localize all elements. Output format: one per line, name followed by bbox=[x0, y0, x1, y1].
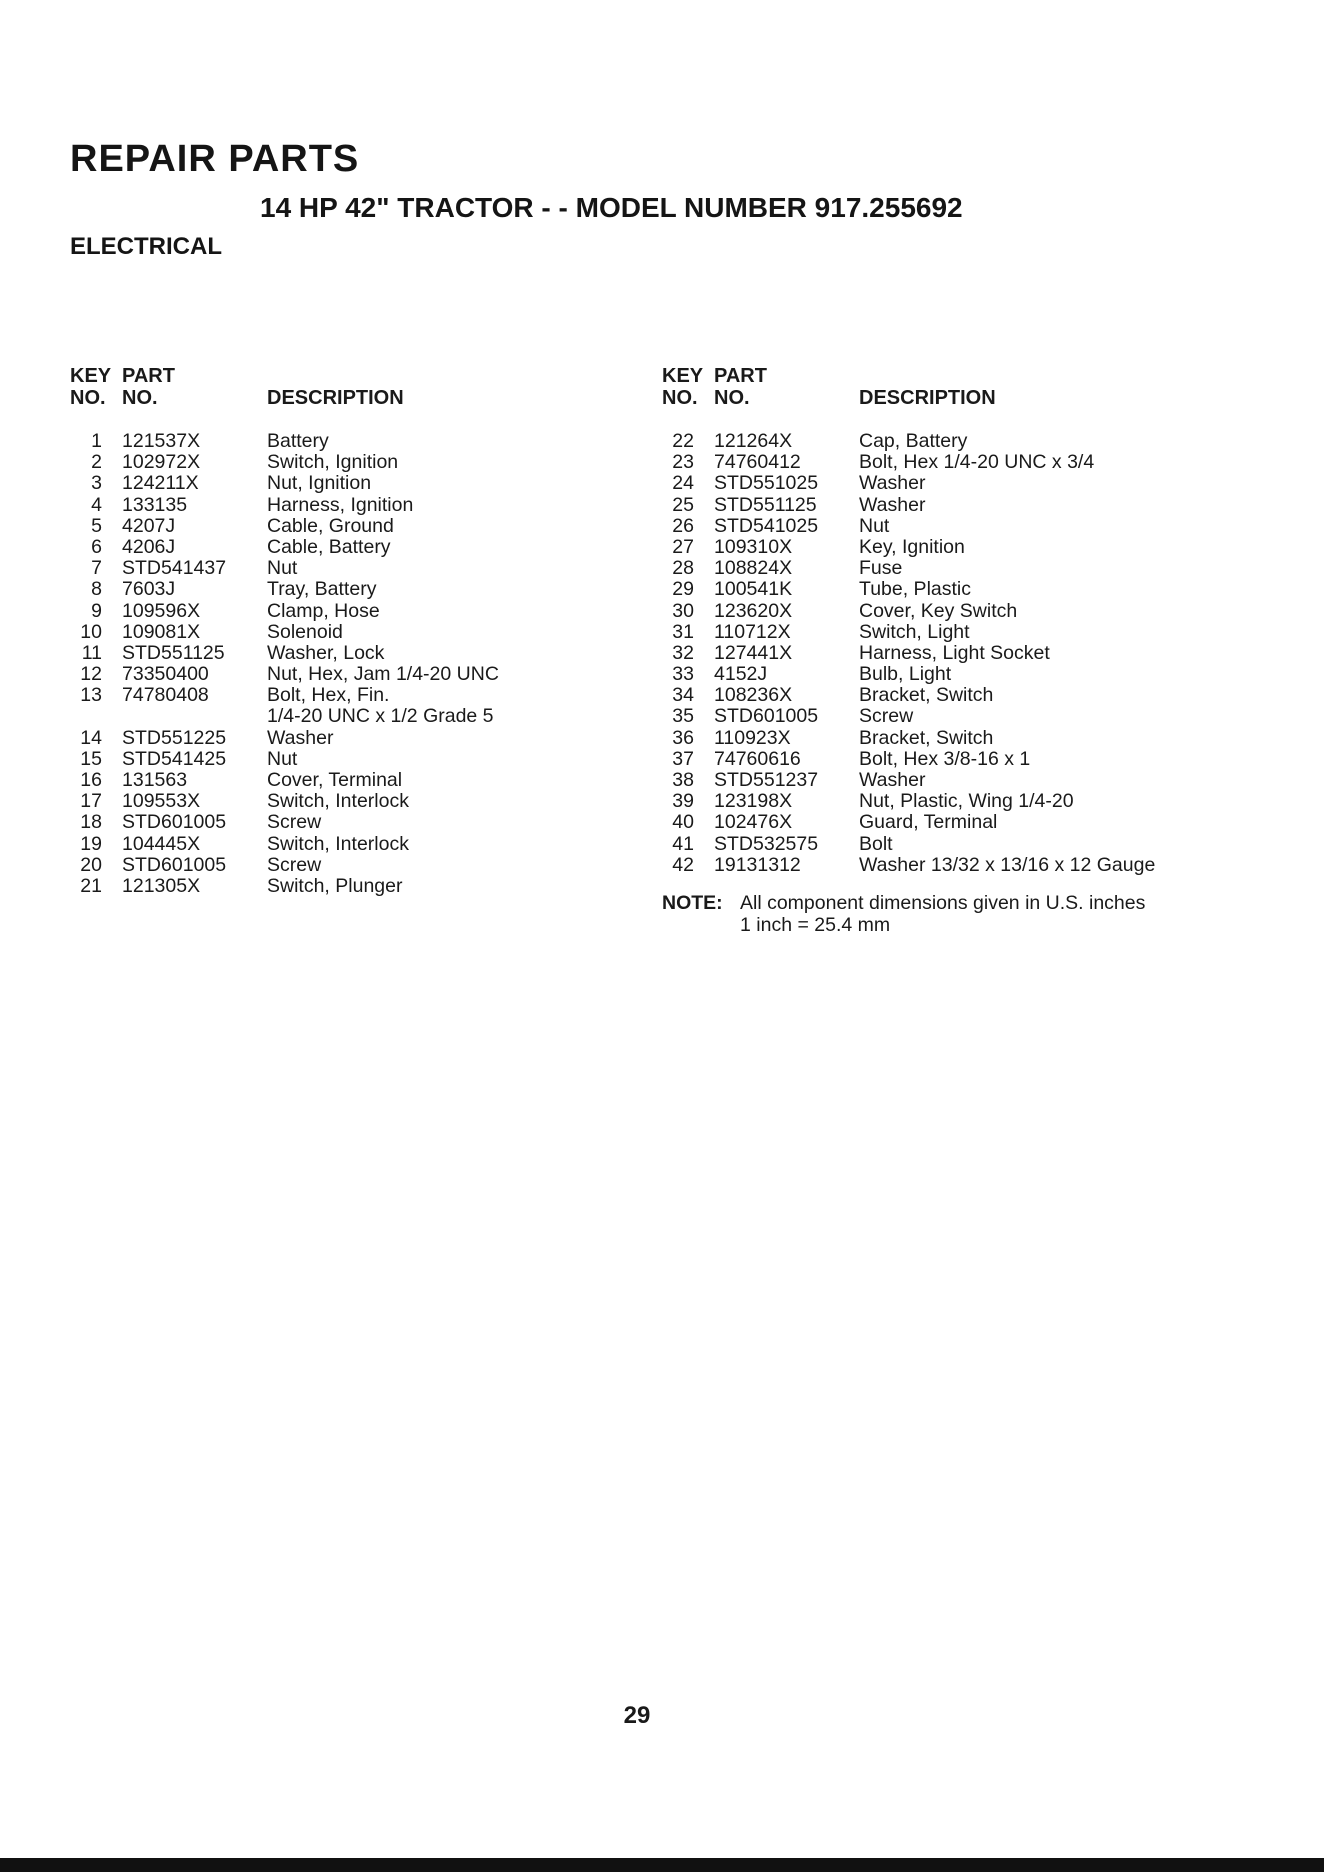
part-number: 19131312 bbox=[714, 853, 801, 876]
part-number: 109596X bbox=[122, 599, 201, 622]
parts-row bbox=[662, 516, 1222, 537]
parts-row bbox=[70, 812, 630, 833]
part-number: STD601005 bbox=[714, 705, 819, 728]
part-description: Nut, Hex, Jam 1/4-20 UNC bbox=[267, 663, 499, 686]
parts-row bbox=[662, 537, 1222, 558]
key-number: 26 bbox=[672, 514, 694, 537]
parts-row bbox=[662, 834, 1222, 855]
part-number: 121264X bbox=[714, 430, 793, 452]
note-conversion: 1 inch = 25.4 mm bbox=[740, 913, 891, 936]
parts-row bbox=[662, 452, 1222, 473]
part-number: 4206J bbox=[122, 535, 176, 558]
part-no-header: NO. bbox=[122, 387, 158, 409]
key-number: 8 bbox=[91, 578, 102, 601]
parts-row bbox=[70, 770, 630, 791]
part-description: Nut bbox=[267, 747, 298, 770]
part-description: Screw bbox=[859, 705, 914, 728]
part-number: 74760616 bbox=[714, 747, 801, 770]
part-number: 121537X bbox=[122, 430, 201, 452]
part-description: Switch, Interlock bbox=[267, 790, 409, 813]
part-number: 110712X bbox=[714, 620, 791, 643]
part-description: Solenoid bbox=[267, 620, 343, 643]
part-description: Tray, Battery bbox=[267, 578, 377, 601]
part-description: Key, Ignition bbox=[859, 535, 965, 558]
part-number: 109553X bbox=[122, 790, 201, 813]
key-number: 27 bbox=[672, 535, 694, 558]
parts-list-right bbox=[662, 431, 1222, 876]
part-number: STD551125 bbox=[122, 641, 225, 664]
key-number: 21 bbox=[80, 874, 102, 897]
part-header: PART bbox=[714, 365, 767, 387]
parts-row bbox=[662, 431, 1222, 452]
key-number: 12 bbox=[80, 663, 102, 686]
key-number: 42 bbox=[672, 853, 694, 876]
part-number: 131563 bbox=[122, 769, 188, 791]
part-description: 1/4-20 UNC x 1/2 Grade 5 bbox=[267, 705, 494, 728]
key-number: 34 bbox=[672, 684, 694, 707]
part-description: Harness, Ignition bbox=[267, 493, 414, 516]
key-number: 15 bbox=[80, 747, 102, 770]
key-number: 25 bbox=[672, 493, 694, 516]
part-description: Switch, Light bbox=[859, 620, 970, 643]
part-description: Switch, Interlock bbox=[267, 832, 409, 855]
parts-row bbox=[662, 685, 1222, 706]
description-header: DESCRIPTION bbox=[859, 387, 996, 409]
parts-row bbox=[662, 749, 1222, 770]
key-number: 18 bbox=[80, 811, 102, 834]
part-description: Washer bbox=[859, 769, 926, 791]
key-number: 38 bbox=[672, 769, 694, 791]
part-number: STD541437 bbox=[122, 557, 227, 580]
part-number: 73350400 bbox=[122, 663, 209, 686]
page-title: REPAIR PARTS bbox=[70, 138, 360, 180]
part-number: STD601005 bbox=[122, 853, 227, 876]
parts-row bbox=[70, 495, 630, 516]
parts-row bbox=[70, 622, 630, 643]
part-description: Bolt, Hex 1/4-20 UNC x 3/4 bbox=[859, 451, 1095, 474]
parts-row bbox=[70, 452, 630, 473]
key-number: 36 bbox=[672, 726, 694, 749]
part-description: Bolt bbox=[859, 832, 893, 855]
part-number: 102476X bbox=[714, 811, 793, 834]
description-header: DESCRIPTION bbox=[267, 387, 404, 409]
parts-row bbox=[662, 791, 1222, 812]
key-number bbox=[70, 706, 102, 727]
key-number: 6 bbox=[91, 535, 102, 558]
key-number: 10 bbox=[80, 620, 102, 643]
note-text: All component dimensions given in U.S. inches bbox=[740, 891, 1146, 914]
part-number: 108236X bbox=[714, 684, 793, 707]
key-number: 7 bbox=[91, 557, 102, 580]
section-title: ELECTRICAL bbox=[70, 233, 222, 260]
key-number: 40 bbox=[672, 811, 694, 834]
key-number: 3 bbox=[91, 472, 102, 495]
key-number: 22 bbox=[672, 430, 694, 452]
part-description: Nut, Plastic, Wing 1/4-20 bbox=[859, 790, 1074, 813]
parts-row bbox=[70, 706, 630, 727]
part-description: Bolt, Hex 3/8-16 x 1 bbox=[859, 747, 1031, 770]
key-number: 41 bbox=[672, 832, 694, 855]
parts-row bbox=[662, 622, 1222, 643]
parts-row bbox=[70, 579, 630, 600]
part-description: Washer, Lock bbox=[267, 641, 385, 664]
key-number: 28 bbox=[672, 557, 694, 580]
key-number: 31 bbox=[672, 620, 694, 643]
parts-row bbox=[70, 431, 630, 452]
parts-row bbox=[70, 558, 630, 579]
key-number: 4 bbox=[91, 493, 102, 516]
parts-row bbox=[70, 537, 630, 558]
parts-row bbox=[70, 834, 630, 855]
part-description: Switch, Plunger bbox=[267, 874, 403, 897]
parts-row bbox=[662, 643, 1222, 664]
part-number: 104445X bbox=[122, 832, 201, 855]
part-number: 109081X bbox=[122, 620, 201, 643]
parts-row bbox=[70, 601, 630, 622]
key-number: 20 bbox=[80, 853, 102, 876]
part-number: STD541425 bbox=[122, 747, 227, 770]
key-number: 39 bbox=[672, 790, 694, 813]
part-number: STD541025 bbox=[714, 514, 819, 537]
key-number: 2 bbox=[91, 451, 102, 474]
key-number: 13 bbox=[80, 684, 102, 707]
parts-row bbox=[70, 643, 630, 664]
part-header: PART bbox=[122, 365, 175, 387]
column-header bbox=[662, 365, 1222, 415]
note-label: NOTE: bbox=[662, 891, 723, 914]
key-number: 16 bbox=[80, 769, 102, 791]
key-number: 37 bbox=[672, 747, 694, 770]
part-description: Fuse bbox=[859, 557, 903, 580]
parts-row bbox=[70, 664, 630, 685]
part-description: Harness, Light Socket bbox=[859, 641, 1050, 664]
part-number: 102972X bbox=[122, 451, 201, 474]
part-description: Bolt, Hex, Fin. bbox=[267, 684, 390, 707]
key-number: 9 bbox=[91, 599, 102, 622]
part-description: Clamp, Hose bbox=[267, 599, 380, 622]
part-number: 7603J bbox=[122, 578, 176, 601]
part-description: Cable, Ground bbox=[267, 514, 394, 537]
part-description: Cable, Battery bbox=[267, 535, 391, 558]
key-number: 19 bbox=[80, 832, 102, 855]
parts-row bbox=[70, 685, 630, 706]
part-number: STD551237 bbox=[714, 769, 819, 791]
page-edge-bar bbox=[0, 1858, 1324, 1872]
parts-row bbox=[70, 728, 630, 749]
part-number: 121305X bbox=[122, 874, 201, 897]
part-number: STD601005 bbox=[122, 811, 227, 834]
parts-column-left bbox=[70, 365, 630, 897]
part-number: 74760412 bbox=[714, 451, 801, 474]
part-description: Nut bbox=[859, 514, 890, 537]
column-header bbox=[70, 365, 630, 415]
key-number: 35 bbox=[672, 705, 694, 728]
part-number: STD532575 bbox=[714, 832, 819, 855]
key-number: 14 bbox=[80, 726, 102, 749]
part-description: Washer 13/32 x 13/16 x 12 Gauge bbox=[859, 853, 1156, 876]
part-no-header: NO. bbox=[714, 387, 750, 409]
parts-row bbox=[662, 812, 1222, 833]
parts-row bbox=[70, 473, 630, 494]
key-number: 32 bbox=[672, 641, 694, 664]
part-description: Bracket, Switch bbox=[859, 726, 994, 749]
key-number: 23 bbox=[672, 451, 694, 474]
key-number: 5 bbox=[91, 514, 102, 537]
key-number: 33 bbox=[672, 663, 694, 686]
parts-row bbox=[662, 770, 1222, 791]
key-no-header: NO. bbox=[70, 387, 106, 409]
part-description: Screw bbox=[267, 811, 322, 834]
parts-column-right bbox=[662, 365, 1222, 936]
key-no-header: NO. bbox=[662, 387, 698, 409]
part-number: 127441X bbox=[714, 641, 793, 664]
key-number: 30 bbox=[672, 599, 694, 622]
part-description: Bulb, Light bbox=[859, 663, 952, 686]
part-number: 133135 bbox=[122, 493, 188, 516]
part-description: Battery bbox=[267, 430, 329, 452]
parts-row bbox=[662, 855, 1222, 876]
part-description: Tube, Plastic bbox=[859, 578, 971, 601]
parts-row bbox=[662, 664, 1222, 685]
parts-row bbox=[70, 876, 630, 897]
part-number: STD551225 bbox=[122, 726, 227, 749]
key-number: 1 bbox=[91, 430, 102, 452]
parts-row bbox=[662, 706, 1222, 727]
key-number: 11 bbox=[81, 641, 102, 664]
key-header: KEY bbox=[70, 365, 112, 387]
part-number: STD551025 bbox=[714, 472, 819, 495]
part-description: Cover, Key Switch bbox=[859, 599, 1018, 622]
parts-row bbox=[662, 473, 1222, 494]
part-number: 108824X bbox=[714, 557, 793, 580]
model-heading: 14 HP 42" TRACTOR - - MODEL NUMBER 917.255692 bbox=[260, 192, 963, 223]
part-description: Washer bbox=[267, 726, 334, 749]
part-number: 110923X bbox=[714, 726, 791, 749]
key-number: 29 bbox=[672, 578, 694, 601]
part-description: Switch, Ignition bbox=[267, 451, 399, 474]
part-description: Cap, Battery bbox=[859, 430, 968, 452]
page-number: 29 bbox=[623, 1702, 651, 1729]
part-number: 4152J bbox=[714, 663, 768, 686]
key-number: 17 bbox=[80, 790, 102, 813]
parts-list-left bbox=[70, 431, 630, 897]
part-number: 123198X bbox=[714, 790, 793, 813]
parts-row bbox=[70, 516, 630, 537]
part-number: 123620X bbox=[714, 599, 793, 622]
part-description: Washer bbox=[859, 493, 926, 516]
part-number: 124211X bbox=[122, 472, 199, 495]
part-number bbox=[122, 706, 267, 727]
parts-row bbox=[662, 601, 1222, 622]
parts-row bbox=[662, 728, 1222, 749]
part-description: Nut, Ignition bbox=[267, 472, 372, 495]
parts-row bbox=[70, 855, 630, 876]
part-number: 74780408 bbox=[122, 684, 209, 707]
key-header: KEY bbox=[662, 365, 704, 387]
part-number: STD551125 bbox=[714, 493, 817, 516]
part-description: Bracket, Switch bbox=[859, 684, 994, 707]
key-number: 24 bbox=[672, 472, 694, 495]
part-description: Guard, Terminal bbox=[859, 811, 998, 834]
parts-row bbox=[70, 791, 630, 812]
parts-row bbox=[70, 749, 630, 770]
parts-row bbox=[662, 495, 1222, 516]
parts-row bbox=[662, 558, 1222, 579]
parts-row bbox=[662, 579, 1222, 600]
part-description: Washer bbox=[859, 472, 926, 495]
part-number: 109310X bbox=[714, 535, 793, 558]
part-description: Screw bbox=[267, 853, 322, 876]
part-description: Cover, Terminal bbox=[267, 769, 403, 791]
part-description: Nut bbox=[267, 557, 298, 580]
part-number: 100541K bbox=[714, 578, 793, 601]
part-number: 4207J bbox=[122, 514, 176, 537]
